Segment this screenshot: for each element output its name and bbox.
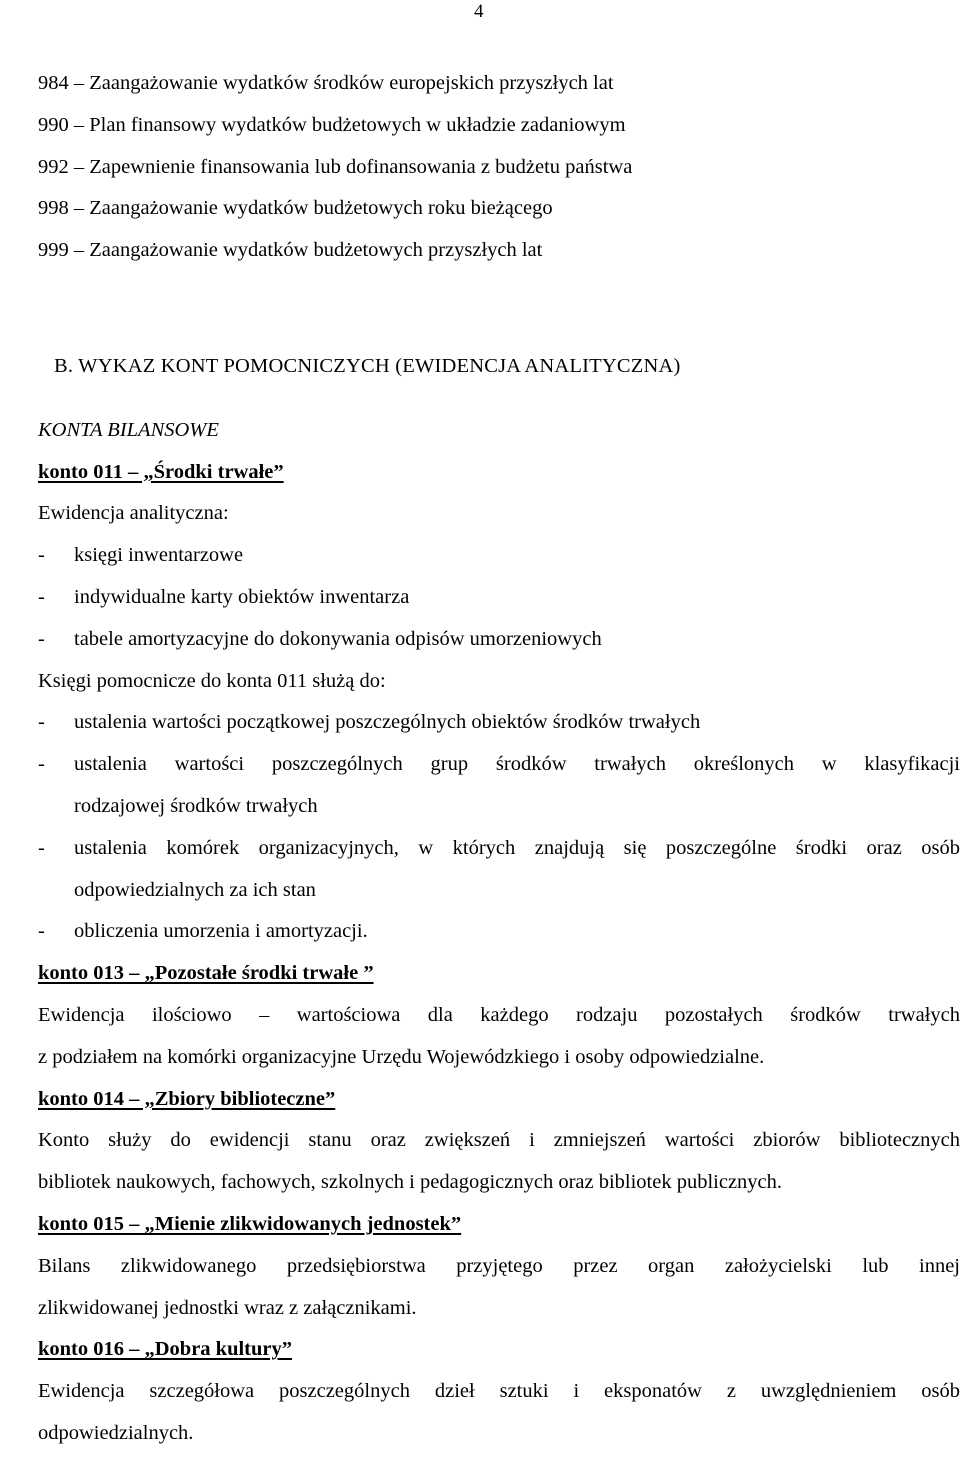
- account-014-text-line: Konto służy do ewidencji stanu oraz zwiększeń i zmniejszeń wartości zbiorów bibliotecznych: [38, 1129, 960, 1152]
- code-list: [38, 63, 960, 272]
- section-heading: B. WYKAZ KONT POMOCNICZYCH (EWIDENCJA ANALITYCZNA): [54, 354, 681, 377]
- account-013-text-line: Ewidencja ilościowo – wartościowa dla każdego rodzaju pozostałych środków trwałych: [38, 1003, 960, 1026]
- list-dash: -: [38, 627, 45, 650]
- page-number: 4: [474, 1, 484, 22]
- list-item-continuation: odpowiedzialnych za ich stan: [74, 878, 316, 901]
- account-011-intro: Ewidencja analityczna:: [38, 502, 229, 525]
- list-dash: -: [38, 585, 45, 608]
- list-item: [38, 619, 960, 661]
- list-item-text: księgi inwentarzowe: [74, 544, 244, 567]
- subheading-balance-accounts: KONTA BILANSOWE: [38, 418, 219, 441]
- list-item-text: ustalenia komórek organizacyjnych, w których znajdują się poszczególne środki oraz osób: [74, 836, 960, 859]
- list-item-text: obliczenia umorzenia i amortyzacji.: [74, 920, 368, 943]
- list-dash: -: [38, 711, 45, 734]
- account-014-text-line: bibliotek naukowych, fachowych, szkolnych i pedagogicznych oraz bibliotek publicznych.: [38, 1171, 783, 1194]
- list-item: [38, 911, 960, 953]
- document-body: [38, 63, 960, 1455]
- account-015-text-line: Bilans zlikwidowanego przedsiębiorstwa przyjętego przez organ założycielski lub innej: [38, 1254, 960, 1277]
- list-item: [38, 702, 960, 744]
- list-item: [38, 744, 960, 786]
- account-015-title-row: [38, 1204, 960, 1246]
- list-item-text: indywidualne karty obiektów inwentarza: [74, 585, 410, 608]
- account-015-text-line: zlikwidowanej jednostki wraz z załącznikami.: [38, 1296, 417, 1319]
- account-016-title: konto 016 – „Dobra kultury”: [38, 1338, 293, 1361]
- list-item: [38, 535, 960, 577]
- list-item-continuation: rodzajowej środków trwałych: [74, 794, 318, 817]
- account-011-title: konto 011 – „Środki trwałe”: [38, 460, 284, 483]
- code-line-990: 990 – Plan finansowy wydatków budżetowych w układzie zadaniowym: [38, 113, 626, 136]
- list-dash: -: [38, 920, 45, 943]
- list-dash: -: [38, 753, 45, 776]
- code-line-998: 998 – Zaangażowanie wydatków budżetowych roku bieżącego: [38, 197, 553, 220]
- list-item-text: ustalenia wartości początkowej poszczególnych obiektów środków trwałych: [74, 711, 701, 734]
- list-item-text: ustalenia wartości poszczególnych grup środków trwałych określonych w klasyfikacji: [74, 753, 960, 776]
- account-016-text-line: odpowiedzialnych.: [38, 1421, 194, 1444]
- list-dash: -: [38, 544, 45, 567]
- account-013-title-row: [38, 953, 960, 995]
- account-014-title-row: [38, 1079, 960, 1121]
- list-item: [38, 828, 960, 870]
- account-016-title-row: [38, 1329, 960, 1371]
- account-015-title: konto 015 – „Mienie zlikwidowanych jednostek”: [38, 1212, 462, 1235]
- account-016-text-line: Ewidencja szczegółowa poszczególnych dzieł sztuki i eksponatów z uwzględnieniem osób: [38, 1380, 960, 1403]
- account-011-title-row: [38, 452, 960, 494]
- account-013-title: konto 013 – „Pozostałe środki trwałe ”: [38, 962, 374, 985]
- list-item-text: tabele amortyzacyjne do dokonywania odpisów umorzeniowych: [74, 627, 602, 650]
- account-014-title: konto 014 – „Zbiory biblioteczne”: [38, 1087, 336, 1110]
- account-011-purpose-intro: Księgi pomocnicze do konta 011 służą do:: [38, 669, 386, 692]
- code-line-992: 992 – Zapewnienie finansowania lub dofinansowania z budżetu państwa: [38, 155, 633, 178]
- code-line-999: 999 – Zaangażowanie wydatków budżetowych przyszłych lat: [38, 239, 543, 262]
- list-dash: -: [38, 836, 45, 859]
- code-line-984: 984 – Zaangażowanie wydatków środków europejskich przyszłych lat: [38, 72, 614, 94]
- list-item: [38, 577, 960, 619]
- account-013-text-line: z podziałem na komórki organizacyjne Urzędu Wojewódzkiego i osoby odpowiedzialne.: [38, 1045, 765, 1068]
